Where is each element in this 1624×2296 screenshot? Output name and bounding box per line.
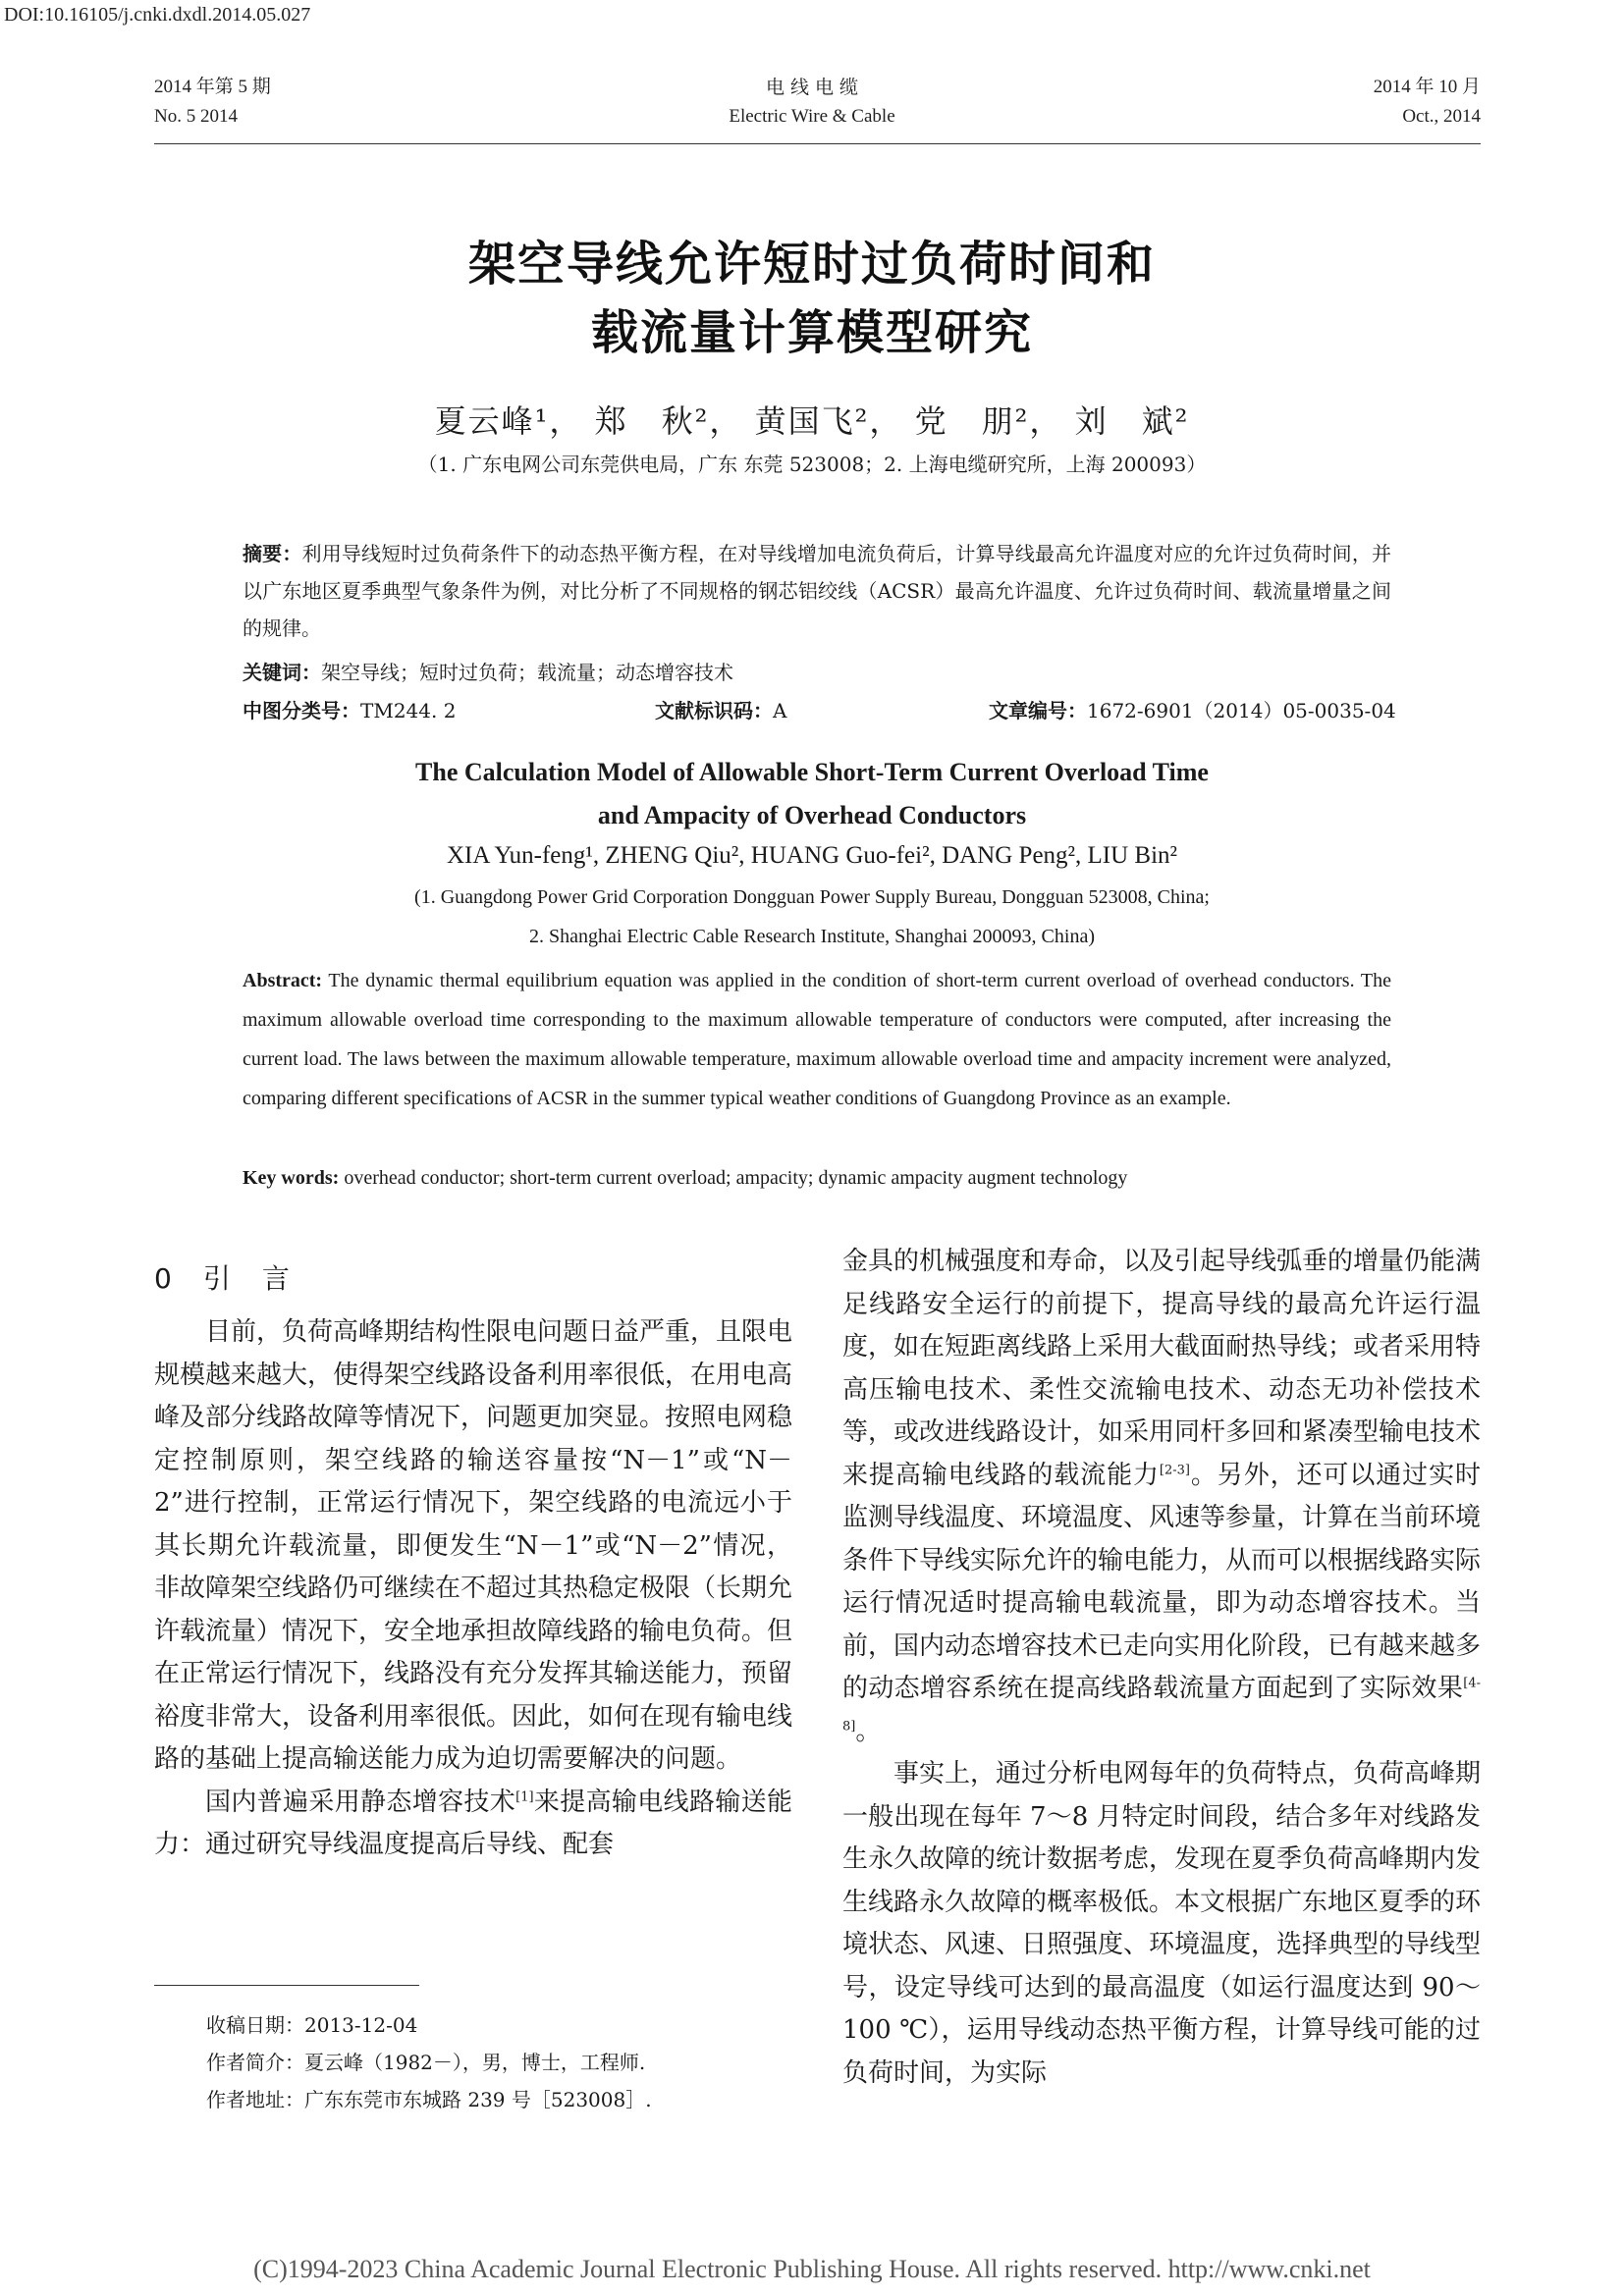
body-column-left	[154, 1255, 792, 1867]
abstract-cn	[243, 535, 1391, 647]
keywords-en-text: overhead conductor; short-term current overload; ampacity; dynamic ampacity augment technology	[339, 1167, 1128, 1189]
citation-2-3: [2-3]	[1159, 1462, 1190, 1477]
citation-1: [1]	[515, 1789, 534, 1804]
clc-code	[243, 696, 456, 725]
header-date-en: Oct., 2014	[1402, 106, 1481, 127]
title-en-line1: The Calculation Model of Allowable Short-Term Current Overload Time	[415, 758, 1209, 786]
title-en-line2: and Ampacity of Overhead Conductors	[597, 801, 1027, 829]
footnote-address: 作者地址：广东东莞市东城路 239 号［523008］.	[206, 2088, 652, 2111]
header-issue-en: No. 5 2014	[154, 106, 238, 127]
title-cn-line2: 载流量计算模型研究	[590, 305, 1033, 360]
clc-value: TM244. 2	[360, 699, 457, 722]
affiliation-en-line1: (1. Guangdong Power Grid Corporation Dongguan Power Supply Bureau, Dongguan 523008, China;	[414, 886, 1210, 908]
clc-label: 中图分类号：	[243, 699, 360, 722]
p2-text-a: 国内普遍采用静态增容技术	[205, 1787, 516, 1817]
section-heading: 0 引 言	[154, 1262, 292, 1295]
keywords-cn	[243, 658, 1391, 687]
copyright-notice: (C)1994-2023 China Academic Journal Electronic Publishing House. All rights reserved. http://www.cnki.net	[253, 2255, 1371, 2283]
affiliation-en	[0, 878, 1624, 956]
body-paragraph-2-continued	[842, 1241, 1481, 1753]
doc-value: A	[773, 699, 787, 722]
title-cn-line1: 架空导线允许短时过负荷时间和	[467, 237, 1156, 292]
body-paragraph-1: 目前，负荷高峰期结构性限电问题日益严重，且限电规模越来越大，使得架空线路设备利用率很低，在用电高峰及部分线路故障等情况下，问题更加突显。按照电网稳定控制原则，架空线路的输送容量按“N－1”或“N－2”进行控制，正常运行情况下，架空线路的电流远小于其长期允许载流量，即便发生“N－1”或“N－2”情况，非故障架空线路仍可继续在不超过其热稳定极限（长期允许载流量）情况下，安全地承担故障线路的输电负荷。但在正常运行情况下，线路没有充分发挥其输送能力，预留裕度非常大，设备利用率很低。因此，如何在现有输电线路的基础上提高输送能力成为迫切需要解决的问题。	[154, 1317, 793, 1774]
doc-label: 文献标识码：	[655, 699, 773, 722]
footnote-rule	[154, 1985, 419, 1986]
affiliation-cn: （1. 广东电网公司东莞供电局，广东 东莞 523008；2. 上海电缆研究所，上海 200093）	[417, 453, 1207, 476]
header-issue-cn: 2014 年第 5 期	[154, 77, 271, 97]
keywords-en-label: Key words:	[243, 1167, 340, 1189]
doi-text: DOI:10.16105/j.cnki.dxdl.2014.05.027	[4, 4, 311, 26]
keywords-en	[243, 1158, 1391, 1198]
body-paragraph-2	[154, 1782, 792, 1867]
abstract-en-label: Abstract:	[243, 970, 323, 991]
doc-code	[655, 696, 786, 725]
abstract-cn-text: 利用导线短时过负荷条件下的动态热平衡方程，在对导线增加电流负荷后，计算导线最高允许温度对应的允许过负荷时间，并以广东地区夏季典型气象条件为例，对比分析了不同规格的钢芯铝绞线（ACSR）最高允许温度、允许过负荷时间、载流量增量之间的规律。	[243, 542, 1392, 640]
abstract-cn-label: 摘要：	[243, 542, 302, 565]
header-rule	[154, 143, 1481, 144]
header-journal-cn: 电 线 电 缆	[765, 77, 859, 98]
affiliation-en-line2: 2. Shanghai Electric Cable Research Institute, Shanghai 200093, China)	[529, 926, 1095, 947]
header-date	[1374, 73, 1481, 132]
keywords-cn-text: 架空导线；短时过负荷；载流量；动态增容技术	[321, 661, 733, 684]
paper-title-cn	[0, 230, 1624, 367]
r1-text-b: 。另外，还可以通过实时监测导线温度、环境温度、风速等参量，计算在当前环境条件下导线实际允许的输电能力，从而可以根据线路实际运行情况适时提高输电载流量，即为动态增容技术。当前，国内动态增容技术已走向实用化阶段，已有越来越多的动态增容系统在提高线路载流量方面起到了实际效果	[842, 1460, 1482, 1703]
abstract-en-text: The dynamic thermal equilibrium equation was applied in the condition of short-term current overload of overhead conductors. The maximum allowable overload time corresponding to the maximum allowable temperature of conductors were computed, after increasing the current load. The laws between the maximum allowable temperature, maximum allowable overload time and ampacity increment were analyzed, comparing different specifications of ACSR in the summer typical weather conditions of Guangdong Province as an example.	[243, 970, 1391, 1109]
abstract-en	[243, 961, 1391, 1118]
body-paragraph-3: 事实上，通过分析电网每年的负荷特点，负荷高峰期一般出现在每年 7～8 月特定时间段，结合多年对线路发生永久故障的统计数据考虑，发现在夏季负荷高峰期内发生线路永久故障的概率极低。本文根据广东地区夏季的环境状态、风速、日照强度、环境温度，选择典型的导线型号，设定导线可达到的最高温度（如运行温度达到 90～100 ℃），运用导线动态热平衡方程，计算导线可能的过负荷时间，为实际	[842, 1759, 1482, 2088]
paper-title-en	[0, 751, 1624, 837]
r1-text-c: 。	[855, 1716, 882, 1746]
article-number	[989, 696, 1396, 725]
citation-4-8: [4-8]	[842, 1676, 1481, 1734]
footnote-received: 收稿日期：2013-12-04	[206, 2013, 418, 2037]
body-column-right	[842, 1241, 1481, 2095]
article-label: 文章编号：	[989, 699, 1087, 722]
p2-text-b: 来提高输电线路输送能力：通过研究导线温度提高后导线、配套	[154, 1787, 792, 1859]
authors-cn: 夏云峰¹， 郑 秋²， 黄国飞²， 党 朋²， 刘 斌²	[434, 402, 1190, 440]
keywords-cn-label: 关键词：	[243, 661, 321, 684]
r1-text-a: 金具的机械强度和寿命，以及引起导线弧垂的增量仍能满足线路安全运行的前提下，提高导线的最高允许运行温度，如在短距离线路上采用大截面耐热导线；或者采用特高压输电技术、柔性交流输电技术、动态无功补偿技术等，或改进线路设计，如采用同杆多回和紧凑型输电技术来提高输电线路的载流能力	[842, 1247, 1482, 1490]
article-value: 1672-6901（2014）05-0035-04	[1087, 699, 1396, 722]
header-journal-en: Electric Wire & Cable	[729, 106, 895, 127]
authors-en: XIA Yun-feng¹, ZHENG Qiu², HUANG Guo-fei², DANG Peng², LIU Bin²	[446, 842, 1178, 869]
footnotes	[206, 2006, 795, 2118]
header-date-cn: 2014 年 10 月	[1373, 77, 1481, 97]
footnote-bio: 作者简介：夏云峰（1982－），男，博士，工程师.	[206, 2051, 646, 2074]
